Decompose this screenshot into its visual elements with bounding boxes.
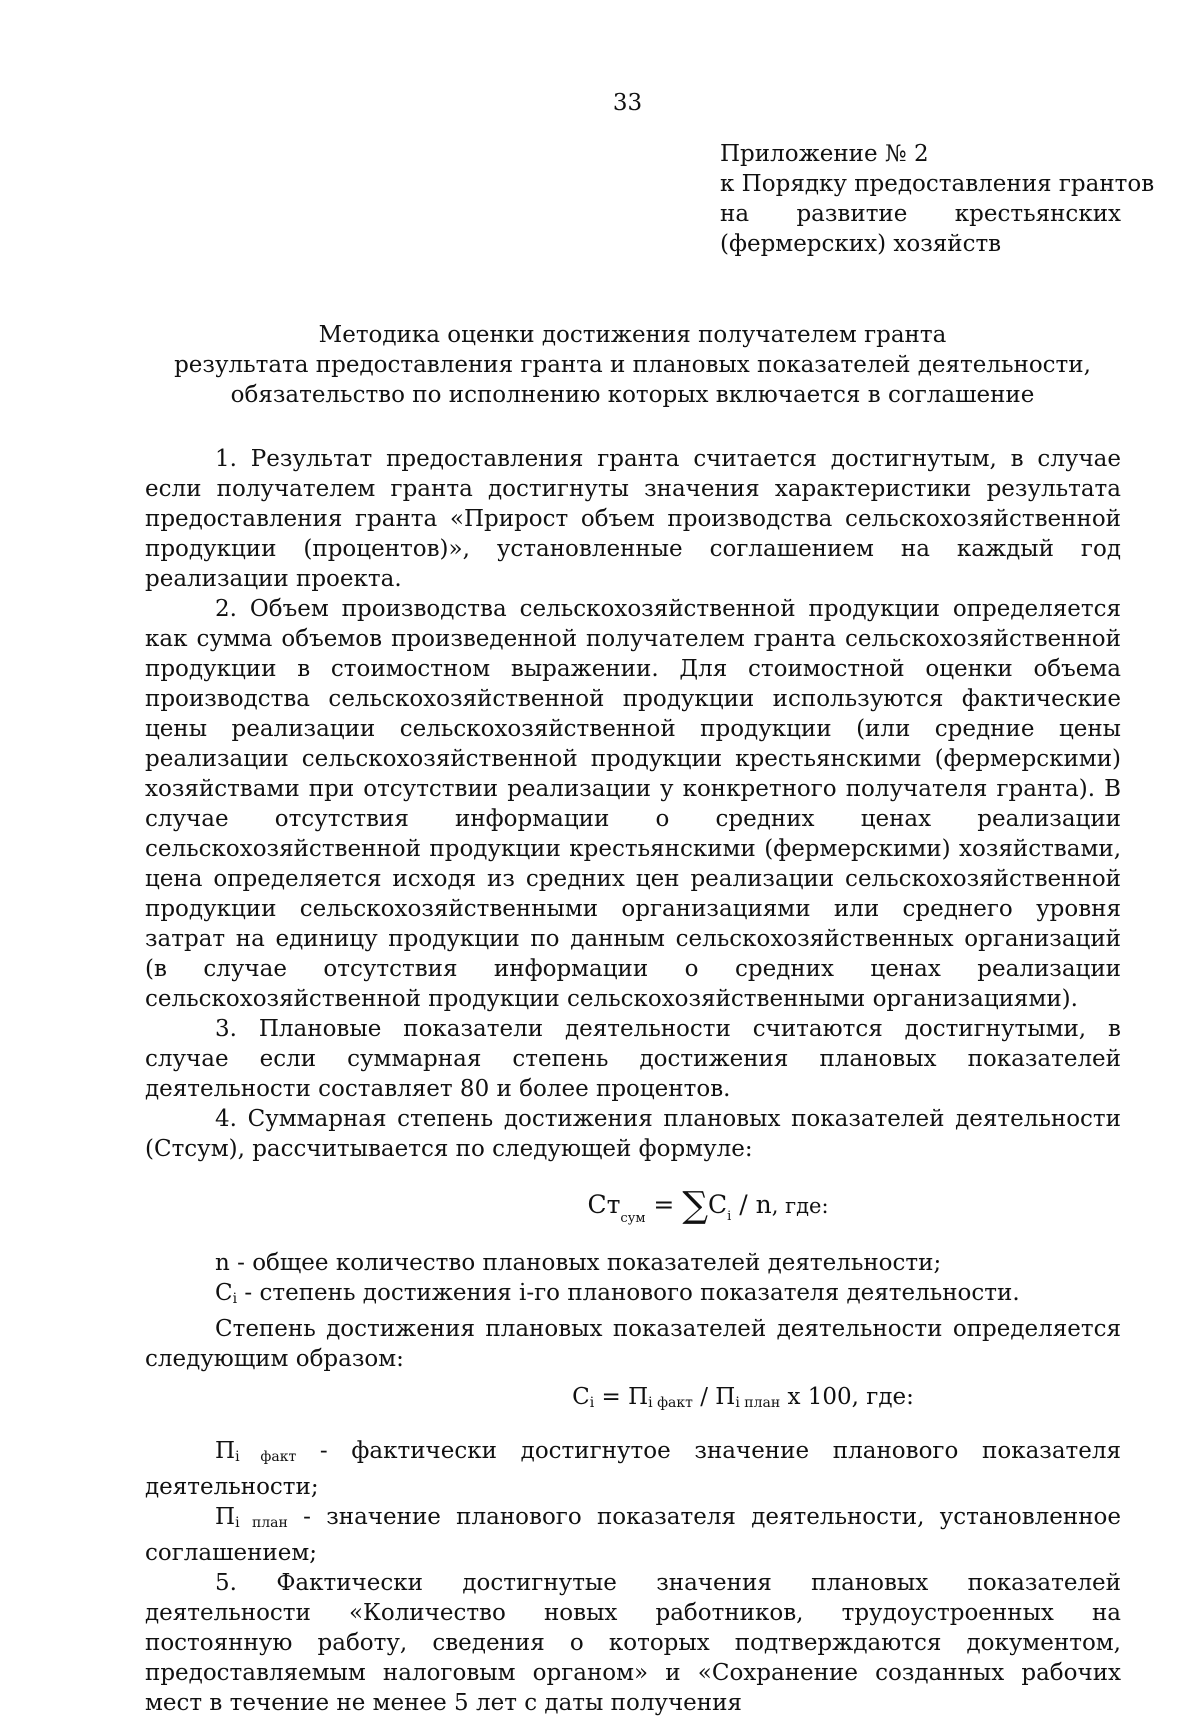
- pplan-symbol: П: [215, 1504, 236, 1530]
- pfact-symbol: П: [215, 1438, 236, 1464]
- degree-paragraph: Степень достижения плановых показателей деятельности определяется следующим образом:: [145, 1316, 1121, 1372]
- formula-ci-plan-sub: i план: [735, 1395, 781, 1411]
- page-number: 33: [612, 90, 643, 116]
- appendix-line-3: на развитие крестьянских: [720, 201, 1121, 227]
- ci-text: - степень достижения i-го планового показателя деятельности.: [237, 1280, 1020, 1306]
- document-body: [145, 444, 1121, 1718]
- formula-lhs: Ст: [587, 1190, 621, 1219]
- formula-eq: =: [645, 1190, 683, 1219]
- formula-ci: [145, 1374, 1121, 1436]
- pfact-subscript: i факт: [235, 1449, 297, 1465]
- formula-ci-lhs-sub: i: [589, 1395, 595, 1411]
- title-line-1: Методика оценки достижения получателем гранта: [318, 322, 947, 348]
- ci-subscript: i: [232, 1291, 238, 1307]
- definition-ci: [145, 1278, 1121, 1314]
- formula-rest: / n: [731, 1190, 772, 1219]
- formula-sigma: ∑: [682, 1185, 709, 1226]
- formula-tail: , где:: [771, 1194, 829, 1218]
- paragraph-4: 4. Суммарная степень достижения плановых показателей деятельности (Стсум), рассчитывается по следующей формуле:: [145, 1106, 1121, 1162]
- pfact-text: - фактически достигнутое значение планового показателя деятельности;: [145, 1438, 1121, 1500]
- formula-c: C: [708, 1190, 728, 1219]
- pplan-subscript: i план: [235, 1515, 288, 1531]
- appendix-line-1: Приложение № 2: [720, 141, 929, 167]
- title-line-3: обязательство по исполнению которых включается в соглашение: [230, 382, 1035, 408]
- formula-ci-lhs: C: [572, 1384, 590, 1410]
- title-line-2: результата предоставления гранта и плановых показателей деятельности,: [174, 352, 1091, 378]
- appendix-line-2: к Порядку предоставления грантов: [720, 171, 1155, 197]
- definition-pfact: [145, 1436, 1121, 1502]
- ci-symbol: C: [215, 1280, 233, 1306]
- paragraph-1: 1. Результат предоставления гранта считается достигнутым, в случае если получателем гранта достигнуты значения характеристики результата предоставления гранта «Прирост объем производства сельскохозяйственной продукции (процентов)», установленные соглашением на каждый год реализации проекта.: [145, 446, 1121, 592]
- formula-ci-eq: = П: [594, 1384, 649, 1410]
- appendix-header: [720, 139, 1155, 259]
- definition-pplan: [145, 1502, 1121, 1568]
- formula-total-degree: [145, 1164, 1121, 1248]
- formula-lhs-sub: сум: [620, 1211, 646, 1226]
- formula-c-sub: i: [727, 1209, 732, 1224]
- paragraph-3: 3. Плановые показатели деятельности считаются достигнутыми, в случае если суммарная степень достижения плановых показателей деятельности составляет 80 и более процентов.: [145, 1016, 1121, 1102]
- formula-ci-rest: x 100, где:: [780, 1384, 914, 1410]
- pplan-text: - значение планового показателя деятельности, установленное соглашением;: [145, 1504, 1121, 1566]
- paragraph-5: 5. Фактически достигнутые значения плановых показателей деятельности «Количество новых работников, трудоустроенных на постоянную работу, сведения о которых подтверждаются документом, предоставляемым налоговым органом» и «Сохранение созданных рабочих мест в течение не менее 5 лет с даты получения: [145, 1570, 1121, 1716]
- paragraph-2: 2. Объем производства сельскохозяйственной продукции определяется как сумма объемов произведенной получателем гранта сельскохозяйственной продукции в стоимостном выражении. Для стоимостной оценки объема производства сельскохозяйственной продукции используются фактические цены реализации сельскохозяйственной продукции (или средние цены реализации сельскохозяйственной продукции крестьянскими (фермерскими) хозяйствами при отсутствии реализации у конкретного получателя гранта). В случае отсутствия информации о средних ценах реализации сельскохозяйственной продукции крестьянскими (фермерскими) хозяйствами, цена определяется исходя из средних цен реализации сельскохозяйственной продукции сельскохозяйственными организациями или среднего уровня затрат на единицу продукции по данным сельскохозяйственных организаций (в случае отсутствия информации о средних ценах реализации сельскохозяйственной продукции сельскохозяйственными организациями).: [145, 596, 1121, 1012]
- formula-ci-fact-sub: i факт: [648, 1395, 693, 1411]
- appendix-line-4: (фермерских) хозяйств: [720, 231, 1002, 257]
- definition-n: n - общее количество плановых показателей деятельности;: [215, 1250, 942, 1276]
- document-title: [145, 320, 1120, 410]
- formula-ci-div: / П: [692, 1384, 736, 1410]
